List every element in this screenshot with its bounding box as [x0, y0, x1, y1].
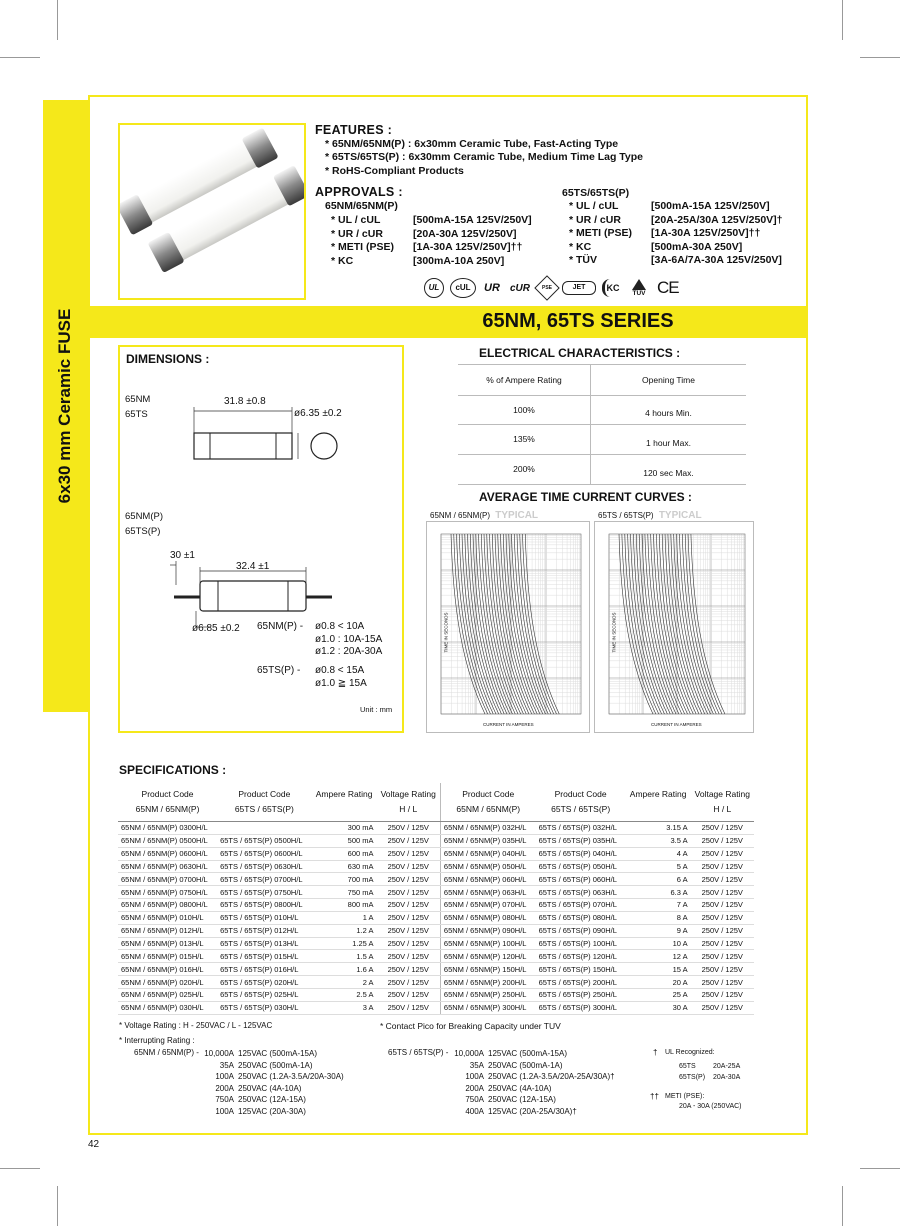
table-cell: 65NM / 65NM(P) 020H/L — [118, 976, 217, 989]
table-cell: 30 A — [626, 1001, 691, 1014]
table-row — [118, 834, 754, 847]
jet-mark-icon: JET — [562, 281, 596, 295]
table-cell: 65TS / 65TS(P) 0600H/L — [217, 847, 312, 860]
table-cell: 2 A — [312, 976, 377, 989]
curve-xlabel: CURRENT IN AMPERES — [651, 722, 702, 727]
col-header: % of Ampere Rating — [458, 365, 591, 395]
curve-ylabel: TIME IN SECONDS — [611, 612, 617, 653]
table-row — [118, 911, 754, 924]
table-cell: 4 A — [626, 847, 691, 860]
dimensions-heading: DIMENSIONS : — [126, 352, 210, 366]
col-header: Voltage Rating H / L — [691, 783, 754, 822]
table-cell: 65TS / 65TS(P) 200H/L — [536, 976, 626, 989]
table-row — [118, 988, 754, 1001]
table-cell: 65NM / 65NM(P) 015H/L — [118, 950, 217, 963]
table-cell: 65NM / 65NM(P) 030H/L — [118, 1001, 217, 1014]
table-cell: 250V / 125V — [377, 911, 441, 924]
ul-title: UL Recognized: — [665, 1049, 715, 1056]
table-cell: 65NM / 65NM(P) 0700H/L — [118, 873, 217, 886]
dimensions-box — [118, 345, 404, 733]
table-cell: 65NM / 65NM(P) 035H/L — [440, 834, 535, 847]
tuv-note: * Contact Pico for Breaking Capacity under TUV — [380, 1021, 561, 1031]
table-cell: 5 A — [626, 860, 691, 873]
table-cell: 65TS / 65TS(P) 012H/L — [217, 924, 312, 937]
interrupt-row — [200, 1106, 344, 1118]
table-row — [458, 425, 746, 455]
table-cell: 65NM / 65NM(P) 060H/L — [440, 873, 535, 886]
table-cell: 65TS / 65TS(P) 0800H/L — [217, 899, 312, 912]
series-title: 65NM, 65TS SERIES — [482, 310, 674, 332]
approvals-right-title: 65TS/65TS(P) — [562, 187, 630, 199]
table-row — [118, 937, 754, 950]
electrical-heading: ELECTRICAL CHARACTERISTICS : — [479, 346, 681, 360]
col-header: Product Code 65NM / 65NM(P) — [118, 783, 217, 822]
meti-dagger-mark: †† — [650, 1092, 659, 1101]
approval-key: * METI (PSE) — [331, 241, 395, 253]
interrupt-rating: 250VAC (4A-10A) — [488, 1083, 552, 1093]
curve-chart-left — [426, 521, 590, 733]
table-cell: 750 mA — [312, 886, 377, 899]
top-length-label: 31.8 ±0.8 — [224, 396, 266, 407]
interrupt-current: 35A — [219, 1060, 234, 1070]
table-cell: 250V / 125V — [377, 937, 441, 950]
cell: 1 hour Max. — [646, 437, 691, 448]
table-cell: 25 A — [626, 988, 691, 1001]
approval-key: * KC — [569, 240, 592, 253]
approval-key: * TÜV — [569, 254, 598, 266]
ul-range: 20A-25A — [713, 1063, 741, 1070]
kc-mark-icon: KC — [602, 279, 621, 297]
interrupt-row — [450, 1094, 615, 1106]
interrupt-row — [450, 1071, 615, 1083]
table-cell: 65NM / 65NM(P) 012H/L — [118, 924, 217, 937]
curve-chart-right — [594, 521, 754, 733]
table-cell: 65TS / 65TS(P) 032H/L — [536, 822, 626, 835]
table-cell: 65NM / 65NM(P) 070H/L — [440, 899, 535, 912]
approval-key: * UR / cUR — [569, 213, 621, 226]
table-cell: 65TS / 65TS(P) 0750H/L — [217, 886, 312, 899]
ul-list — [679, 1061, 740, 1083]
table-cell: 65TS / 65TS(P) 013H/L — [217, 937, 312, 950]
ts-interrupt-list — [450, 1048, 615, 1118]
model-label: 65NM(P) — [125, 511, 164, 522]
feature-item: * RoHS-Compliant Products — [325, 164, 464, 177]
approvals-right-list — [569, 200, 783, 268]
table-cell: 250V / 125V — [377, 847, 441, 860]
table-cell: 65TS / 65TS(P) 080H/L — [536, 911, 626, 924]
approvals-left-title: 65NM/65NM(P) — [325, 199, 398, 212]
col-header: Product Code 65TS / 65TS(P) — [536, 783, 626, 822]
curve-ylabel: TIME IN SECONDS — [443, 612, 449, 653]
ul-dagger-mark: † — [653, 1048, 658, 1057]
approval-value: [20A-30A 125V/250V] — [413, 227, 517, 240]
curve-title: 65TS / 65TS(P) — [598, 511, 654, 520]
table-row — [118, 886, 754, 899]
table-cell: 1.2 A — [312, 924, 377, 937]
table-cell: 250V / 125V — [691, 1001, 754, 1014]
table-cell: 9 A — [626, 924, 691, 937]
ul-model: 65TS(P) — [679, 1074, 706, 1081]
typical-label: TYPICAL — [658, 510, 702, 521]
table-cell: 65TS / 65TS(P) 090H/L — [536, 924, 626, 937]
curve-title: 65NM / 65NM(P) — [430, 511, 491, 520]
table-cell: 12 A — [626, 950, 691, 963]
interrupt-rating: 125VAC (20A-30A) — [238, 1106, 306, 1116]
tuv-mark-icon: TÜV — [627, 279, 651, 298]
table-cell: 250V / 125V — [691, 873, 754, 886]
table-cell: 65NM / 65NM(P) 080H/L — [440, 911, 535, 924]
lead-spec: ø0.8 < 15A — [315, 665, 365, 676]
meti-title: METI (PSE): — [665, 1093, 705, 1100]
approval-key: * UL / cUL — [569, 200, 619, 212]
table-row — [118, 847, 754, 860]
interrupt-current: 35A — [469, 1060, 484, 1070]
table-cell: 250V / 125V — [377, 963, 441, 976]
table-cell: 250V / 125V — [691, 924, 754, 937]
table-row — [118, 873, 754, 886]
approval-value: [20A-25A/30A 125V/250V]† — [651, 213, 783, 226]
table-cell: 65NM / 65NM(P) 025H/L — [118, 988, 217, 1001]
table-cell: 65NM / 65NM(P) 090H/L — [440, 924, 535, 937]
col-header: Opening Time — [642, 375, 695, 385]
nm-leads — [257, 621, 383, 657]
table-cell: 250V / 125V — [691, 963, 754, 976]
table-cell: 65TS / 65TS(P) 0630H/L — [217, 860, 312, 873]
table-cell: 65NM / 65NM(P) 250H/L — [440, 988, 535, 1001]
table-cell: 250V / 125V — [377, 988, 441, 1001]
table-cell: 1.6 A — [312, 963, 377, 976]
table-cell: 65TS / 65TS(P) 060H/L — [536, 873, 626, 886]
table-cell: 65TS / 65TS(P) 150H/L — [536, 963, 626, 976]
table-cell: 65TS / 65TS(P) 100H/L — [536, 937, 626, 950]
approval-value: [1A-30A 125V/250V]†† — [413, 241, 523, 253]
table-cell: 250V / 125V — [691, 988, 754, 1001]
table-cell: 65TS / 65TS(P) 250H/L — [536, 988, 626, 1001]
interrupt-current: 100A — [215, 1106, 234, 1116]
interrupt-rating: 250VAC (500mA-1A) — [488, 1060, 563, 1070]
series-band — [88, 306, 808, 338]
interrupt-rating: 250VAC (1.2A-3.5A/20A-25A/30A)† — [488, 1072, 615, 1082]
cur-mark-icon: cUR — [509, 282, 530, 294]
specifications-table — [118, 783, 754, 1015]
table-cell: 65NM / 65NM(P) 040H/L — [440, 847, 535, 860]
fuse-drawing-top — [180, 395, 360, 475]
col-header: Ampere Rating — [626, 783, 691, 822]
interrupt-rating: 250VAC (4A-10A) — [238, 1083, 302, 1093]
table-cell: 65NM / 65NM(P) 013H/L — [118, 937, 217, 950]
lower-diameter-label: ø6.85 ±0.2 — [192, 623, 240, 634]
interrupt-row — [450, 1106, 615, 1118]
table-cell: 1.25 A — [312, 937, 377, 950]
table-cell: 700 mA — [312, 873, 377, 886]
model-label: 65TS(P) — [125, 526, 161, 537]
table-cell: 65TS / 65TS(P) 025H/L — [217, 988, 312, 1001]
curves-heading: AVERAGE TIME CURRENT CURVES : — [479, 490, 692, 504]
table-cell: 65TS / 65TS(P) 0700H/L — [217, 873, 312, 886]
interrupt-row — [200, 1094, 344, 1106]
col-header: Ampere Rating — [312, 783, 377, 822]
interrupt-rating: 125VAC (500mA-15A) — [238, 1049, 317, 1058]
table-cell: 65NM / 65NM(P) 010H/L — [118, 911, 217, 924]
table-cell: 300 mA — [312, 822, 377, 835]
approval-value: [500mA-15A 125V/250V] — [413, 214, 532, 226]
table-cell: 250V / 125V — [377, 1001, 441, 1014]
table-cell: 65NM / 65NM(P) 0630H/L — [118, 860, 217, 873]
ul-model: 65TS — [679, 1063, 696, 1070]
table-cell: 8 A — [626, 911, 691, 924]
table-cell: 65NM / 65NM(P) 0500H/L — [118, 834, 217, 847]
interrupt-rating: 250VAC (500mA-1A) — [238, 1060, 313, 1070]
body-length-label: 32.4 ±1 — [236, 561, 270, 572]
lead-spec: ø1.0 : 10A-15A — [315, 633, 383, 645]
table-cell: 250V / 125V — [691, 860, 754, 873]
interrupt-current: 750A — [215, 1095, 234, 1105]
col-header: Voltage Rating H / L — [377, 783, 441, 822]
interrupt-row — [200, 1071, 344, 1083]
table-cell: 65NM / 65NM(P) 063H/L — [440, 886, 535, 899]
cell: 135% — [458, 425, 591, 454]
ce-mark-icon: CE — [657, 278, 679, 297]
typical-label: TYPICAL — [495, 510, 539, 521]
table-cell: 65NM / 65NM(P) 0800H/L — [118, 899, 217, 912]
table-row — [118, 924, 754, 937]
curve-right-title — [598, 510, 702, 521]
dimensions-lower-models — [125, 509, 163, 539]
table-cell: 250V / 125V — [377, 860, 441, 873]
table-row — [458, 455, 746, 485]
approvals-left-list — [331, 214, 532, 268]
table-cell: 65TS / 65TS(P) 050H/L — [536, 860, 626, 873]
interrupt-row — [200, 1048, 344, 1060]
table-cell: 3 A — [312, 1001, 377, 1014]
cell: 100% — [458, 396, 591, 424]
table-cell: 250V / 125V — [377, 924, 441, 937]
interrupt-current: 100A — [215, 1072, 234, 1082]
table-cell: 1 A — [312, 911, 377, 924]
table-header-row — [118, 783, 754, 822]
specifications-heading: SPECIFICATIONS : — [119, 763, 227, 777]
table-cell: 65TS / 65TS(P) 030H/L — [217, 1001, 312, 1014]
nm-interrupt-label: 65NM / 65NM(P) - — [134, 1048, 199, 1057]
table-row — [118, 860, 754, 873]
ul-range: 20A-30A — [713, 1074, 741, 1081]
cap-length-label: 30 ±1 — [170, 550, 195, 561]
table-row — [118, 822, 754, 835]
top-diameter-label: ø6.35 ±0.2 — [294, 408, 342, 419]
table-cell: 250V / 125V — [691, 886, 754, 899]
table-cell: 15 A — [626, 963, 691, 976]
table-header-row — [458, 364, 746, 396]
fuse-drawing-lower — [160, 557, 340, 637]
approval-marks — [424, 278, 679, 298]
interrupting-heading: * Interrupting Rating : — [119, 1036, 195, 1045]
meti-range: 20A - 30A (250VAC) — [679, 1103, 742, 1110]
curve-left-title — [430, 510, 538, 521]
interrupt-row — [450, 1060, 615, 1072]
interrupt-current: 200A — [465, 1083, 484, 1093]
curve-xlabel: CURRENT IN AMPERES — [483, 722, 534, 727]
approvals-left — [315, 186, 403, 213]
cul-mark-icon: cUL — [450, 278, 476, 298]
table-row — [118, 963, 754, 976]
table-cell: 65TS / 65TS(P) 0500H/L — [217, 834, 312, 847]
feature-item: * 65TS/65TS(P) : 6x30mm Ceramic Tube, Medium Time Lag Type — [325, 151, 644, 163]
approval-value: [500mA-30A 250V] — [651, 240, 743, 253]
approvals-heading: APPROVALS : — [315, 185, 403, 199]
cell: 4 hours Min. — [645, 408, 692, 418]
electrical-table — [458, 364, 746, 485]
nm-interrupt-list — [200, 1048, 344, 1118]
table-cell: 3.15 A — [626, 822, 691, 835]
interrupt-rating: 250VAC (1.2A-3.5A/20A-30A) — [238, 1072, 344, 1082]
lead-spec: ø1.0 ≧ 15A — [315, 677, 367, 689]
col-header: Product Code 65TS / 65TS(P) — [217, 783, 312, 822]
interrupt-row — [450, 1048, 615, 1060]
table-cell: 65NM / 65NM(P) 032H/L — [440, 822, 535, 835]
model-label: 65NM — [125, 394, 151, 405]
table-row — [118, 899, 754, 912]
table-row — [118, 1001, 754, 1014]
voltage-rating-note: * Voltage Rating : H - 250VAC / L - 125VAC — [119, 1021, 273, 1030]
table-cell: 6.3 A — [626, 886, 691, 899]
interrupt-rating: 125VAC (20A-25A/30A)† — [488, 1106, 577, 1116]
ts-leads — [257, 665, 367, 689]
approval-value: [500mA-15A 125V/250V] — [651, 200, 770, 212]
table-cell: 65TS / 65TS(P) 016H/L — [217, 963, 312, 976]
features-section — [315, 124, 643, 178]
table-cell: 20 A — [626, 976, 691, 989]
table-cell: 250V / 125V — [691, 976, 754, 989]
table-cell: 250V / 125V — [377, 873, 441, 886]
table-cell: 65TS / 65TS(P) 020H/L — [217, 976, 312, 989]
cell: 200% — [458, 455, 591, 484]
table-cell: 250V / 125V — [691, 937, 754, 950]
lead-spec: ø0.8 < 10A — [315, 621, 365, 632]
page-number: 42 — [88, 1139, 100, 1150]
table-cell: 7 A — [626, 899, 691, 912]
cell: 120 sec Max. — [643, 467, 694, 478]
table-cell: 250V / 125V — [377, 899, 441, 912]
product-photo — [118, 123, 306, 300]
table-cell: 65TS / 65TS(P) 035H/L — [536, 834, 626, 847]
ur-mark-icon: UR — [484, 282, 500, 294]
table-cell: 65TS / 65TS(P) 063H/L — [536, 886, 626, 899]
approval-value: [1A-30A 125V/250V]†† — [651, 227, 761, 239]
table-cell: 250V / 125V — [691, 834, 754, 847]
table-cell: 800 mA — [312, 899, 377, 912]
interrupt-current: 10,000A — [454, 1049, 484, 1058]
feature-item: * 65NM/65NM(P) : 6x30mm Ceramic Tube, Fast-Acting Type — [325, 137, 619, 150]
table-cell: 65NM / 65NM(P) 200H/L — [440, 976, 535, 989]
approval-key: * METI (PSE) — [569, 227, 633, 239]
table-cell: 65TS / 65TS(P) 300H/L — [536, 1001, 626, 1014]
interrupt-row — [200, 1060, 344, 1072]
dimensions-top-models — [125, 392, 150, 422]
table-cell: 65TS / 65TS(P) 120H/L — [536, 950, 626, 963]
table-cell: 250V / 125V — [377, 976, 441, 989]
interrupt-current: 100A — [465, 1072, 484, 1082]
leads-label: 65NM(P) - — [257, 621, 304, 632]
table-cell: 65NM / 65NM(P) 100H/L — [440, 937, 535, 950]
table-cell: 65TS / 65TS(P) 070H/L — [536, 899, 626, 912]
approval-value: [3A-6A/7A-30A 125V/250V] — [651, 254, 782, 266]
table-cell: 65TS / 65TS(P) 015H/L — [217, 950, 312, 963]
table-row — [458, 396, 746, 425]
table-cell: 600 mA — [312, 847, 377, 860]
interrupt-current: 750A — [465, 1095, 484, 1105]
table-cell: 500 mA — [312, 834, 377, 847]
table-cell: 250V / 125V — [377, 822, 441, 835]
table-cell: 65NM / 65NM(P) 120H/L — [440, 950, 535, 963]
unit-label: Unit : mm — [360, 705, 393, 714]
interrupt-row — [200, 1083, 344, 1095]
interrupt-rating: 250VAC (12A-15A) — [238, 1095, 306, 1105]
table-cell: 250V / 125V — [691, 899, 754, 912]
table-cell: 250V / 125V — [691, 822, 754, 835]
table-cell: 10 A — [626, 937, 691, 950]
leads-label: 65TS(P) - — [257, 665, 301, 676]
table-row — [118, 950, 754, 963]
interrupt-current: 400A — [465, 1106, 484, 1116]
approval-key: * UR / cUR — [331, 227, 383, 240]
approval-key: * UL / cUL — [331, 214, 381, 226]
ts-interrupt-label: 65TS / 65TS(P) - — [388, 1048, 449, 1057]
table-cell: 65NM / 65NM(P) 150H/L — [440, 963, 535, 976]
interrupt-row — [450, 1083, 615, 1095]
table-cell: 3.5 A — [626, 834, 691, 847]
ul-mark-icon: UL — [424, 278, 444, 298]
table-cell: 630 mA — [312, 860, 377, 873]
interrupt-rating: 125VAC (500mA-15A) — [488, 1049, 567, 1058]
table-row — [118, 976, 754, 989]
table-cell: 250V / 125V — [377, 950, 441, 963]
table-cell: 65NM / 65NM(P) 300H/L — [440, 1001, 535, 1014]
features-heading: FEATURES : — [315, 123, 393, 137]
table-cell: 250V / 125V — [377, 834, 441, 847]
lead-spec: ø1.2 : 20A-30A — [315, 646, 383, 657]
table-cell: 250V / 125V — [691, 911, 754, 924]
col-header: Product Code 65NM / 65NM(P) — [440, 783, 535, 822]
table-cell: 2.5 A — [312, 988, 377, 1001]
pse-mark-icon: PSE — [534, 275, 559, 300]
table-cell: 1.5 A — [312, 950, 377, 963]
interrupt-current: 200A — [215, 1083, 234, 1093]
table-cell: 65NM / 65NM(P) 0300H/L — [118, 822, 217, 835]
interrupt-rating: 250VAC (12A-15A) — [488, 1095, 556, 1105]
table-cell: 65NM / 65NM(P) 0750H/L — [118, 886, 217, 899]
table-cell: 65NM / 65NM(P) 016H/L — [118, 963, 217, 976]
table-cell: 65NM / 65NM(P) 050H/L — [440, 860, 535, 873]
table-cell: 250V / 125V — [377, 886, 441, 899]
approval-value: [300mA-10A 250V] — [413, 254, 505, 267]
table-cell: 6 A — [626, 873, 691, 886]
side-title: 6x30 mm Ceramic FUSE — [55, 308, 74, 504]
table-cell: 65NM / 65NM(P) 0600H/L — [118, 847, 217, 860]
table-cell: 65TS / 65TS(P) 040H/L — [536, 847, 626, 860]
table-cell: 65TS / 65TS(P) 010H/L — [217, 911, 312, 924]
table-cell: 250V / 125V — [691, 950, 754, 963]
model-label: 65TS — [125, 409, 148, 420]
table-cell: 250V / 125V — [691, 847, 754, 860]
table-cell — [217, 822, 312, 835]
interrupt-current: 10,000A — [204, 1049, 234, 1058]
approval-key: * KC — [331, 254, 354, 267]
